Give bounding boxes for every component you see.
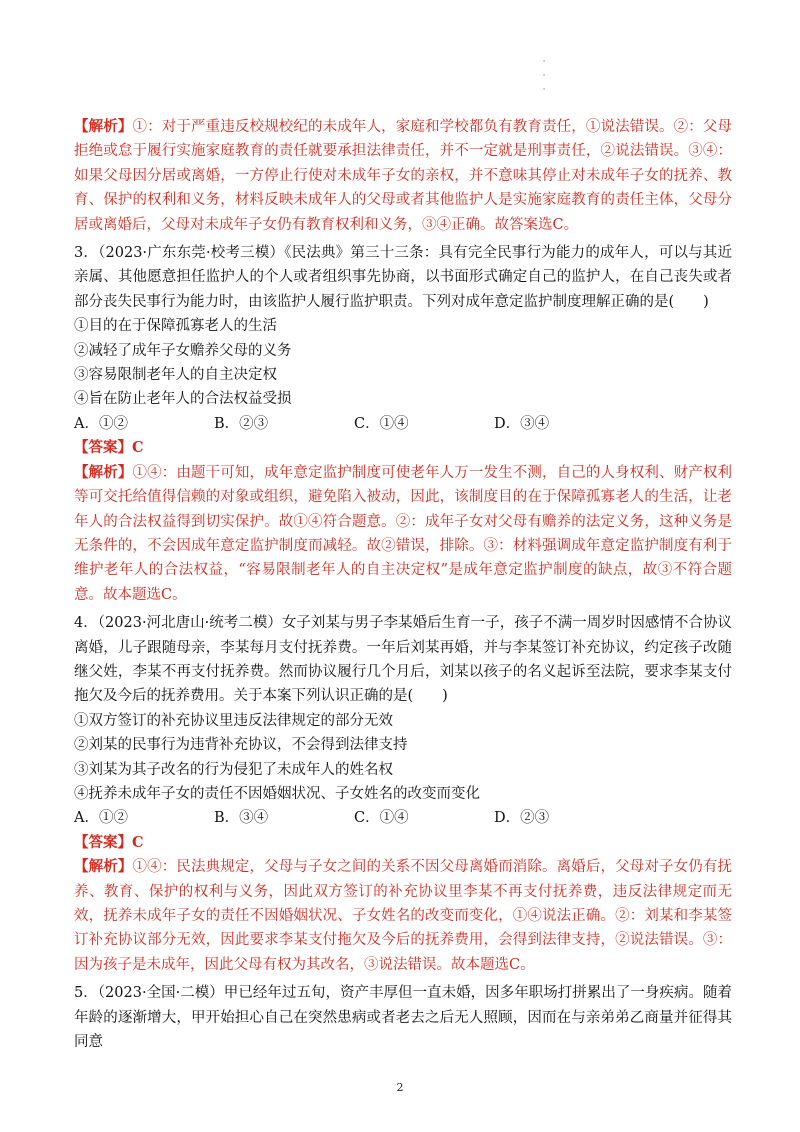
q4-stem: 4．（2023·河北唐山·统考二模）女子刘某与男子李某婚后生育一子，孩子不满一周岁时因感情不合协议离婚，儿子跟随母亲，李某每月支付抚养费。一年后刘某再婚，并与李某签订补充协议，约定孩子改随继父姓，李某不再支付抚养费。然而协议履行几个月后，刘某以孩子的名义起诉至法院，要求李某支付拖欠及今后的抚养费用。关于本案下列认识正确的是( ) (74, 615, 732, 705)
q3-item-1: ①目的在于保障孤寡老人的生活 (74, 318, 277, 335)
q4-item-4: ④抚养未成年子女的责任不因婚姻状况、子女姓名的改变而变化 (74, 785, 480, 802)
q4-option-a: A．①② (74, 810, 128, 827)
q3-analysis (74, 461, 732, 607)
analysis-text: ①：对于严重违反校规校纪的未成年人，家庭和学校都负有教育责任，①说法错误。②：父母拒绝或怠于履行实施家庭教育的责任就要承担法律责任，并不一定就是刑事责任，②说法错误。③④：如果父母因分居或离婚，一方停止行使对未成年子女的亲权，并不意味其停止对未成年子女的抚养、教育、保护的权利和义务，材料反映未成年人的父母或者其他监护人是实施家庭教育的责任主体，父母分居或离婚后，父母对未成年子女仍有教育权利和义务，③④正确。故答案选C。 (74, 119, 732, 233)
q3-option-c: C．①④ (354, 415, 409, 432)
q3-answer (74, 436, 732, 460)
page-number: 2 (396, 1081, 404, 1094)
q4-answer (74, 831, 732, 855)
q3-option-b: B．②③ (214, 415, 269, 432)
q5-stem: 5．（2023·全国·二模）甲已经年过五旬，资产丰厚但一直未婚，因多年职场打拼累出了一身疾病。随着年龄的逐渐增大，甲开始担心自己在突然患病或者老去之后无人照顾，因而在与亲弟弟乙商量并征得其同意 (74, 985, 732, 1051)
q3-item-3: ③容易限制老年人的自主决定权 (74, 367, 277, 384)
analysis-tag: 【解析】 (74, 858, 133, 876)
analysis-text: ①④：民法典规定，父母与子女之间的关系不因父母离婚而消除。离婚后，父母对子女仍有抚养、教育、保护的权利与义务，因此双方签订的补充协议里李某不再支付抚养费，违反法律规定而无效，抚养未成年子女的责任不因婚姻状况、子女姓名的改变而变化，①④说法正确。②：刘某和李某签订补充协议部分无效，因此要求李某支付拖欠及今后的抚养费用，会得到法律支持，②说法错误。③：因为孩子是未成年，因此父母有权为其改名，③说法错误。故本题选C。 (74, 859, 732, 973)
answer-tag: 【答案】 (74, 833, 132, 851)
analysis-text: ①④：由题干可知，成年意定监护制度可使老年人万一发生不测，自己的人身权利、财产权利等可交托给值得信赖的对象或组织，避免陷入被动，因此，该制度目的在于保障孤寡老人的生活，让老年人的合法权益得到切实保护。故①④符合题意。②：成年子女对父母有赡养的法定义务，这种义务是无条件的，不会因成年意定监护制度而减轻。故②错误，排除。③：材料强调成年意定监护制度有利于维护老年人的合法权益，“容易限制老年人的自主决定权”是成年意定监护制度的缺点，故③不符合题意。故本题选C。 (74, 464, 732, 603)
analysis-tag: 【解析】 (74, 118, 133, 135)
q3-options (74, 412, 732, 436)
answer-value: C (132, 439, 144, 457)
q2-analysis (74, 115, 732, 237)
q3-item-2: ②减轻了成年子女赡养父母的义务 (74, 342, 292, 359)
q4-option-d: D．②③ (494, 810, 550, 827)
q4-option-b: B．③④ (214, 810, 269, 827)
q4-item-3: ③刘某为其子改名的行为侵犯了未成年人的姓名权 (74, 761, 393, 778)
q4-option-c: C．①④ (354, 810, 409, 827)
answer-value: C (132, 833, 144, 851)
analysis-tag: 【解析】 (74, 463, 133, 481)
q3-option-a: A．①② (74, 415, 128, 432)
q4-analysis (74, 855, 732, 977)
content (74, 115, 732, 1054)
q3-item-4: ④旨在防止老年人的合法权益受损 (74, 391, 292, 408)
header-dots: · · · (542, 57, 546, 95)
q4-options (74, 806, 732, 830)
answer-tag: 【答案】 (74, 439, 132, 457)
q3-stem: 3．（2023·广东东莞·校考三模）《民法典》第三十三条：具有完全民事行为能力的成年人，可以与其近亲属、其他愿意担任监护人的个人或者组织事先协商，以书面形式确定自己的监护人，在自己丧失或者部分丧失民事行为能力时，由该监护人履行监护职责。下列对成年意定监护制度理解正确的是( ) (74, 245, 732, 310)
q4-item-1: ①双方签订的补充协议里违反法律规定的部分无效 (74, 712, 393, 729)
q4-item-2: ②刘某的民事行为违背补充协议，不会得到法律支持 (74, 737, 408, 754)
q3-option-d: D．③④ (494, 415, 550, 432)
